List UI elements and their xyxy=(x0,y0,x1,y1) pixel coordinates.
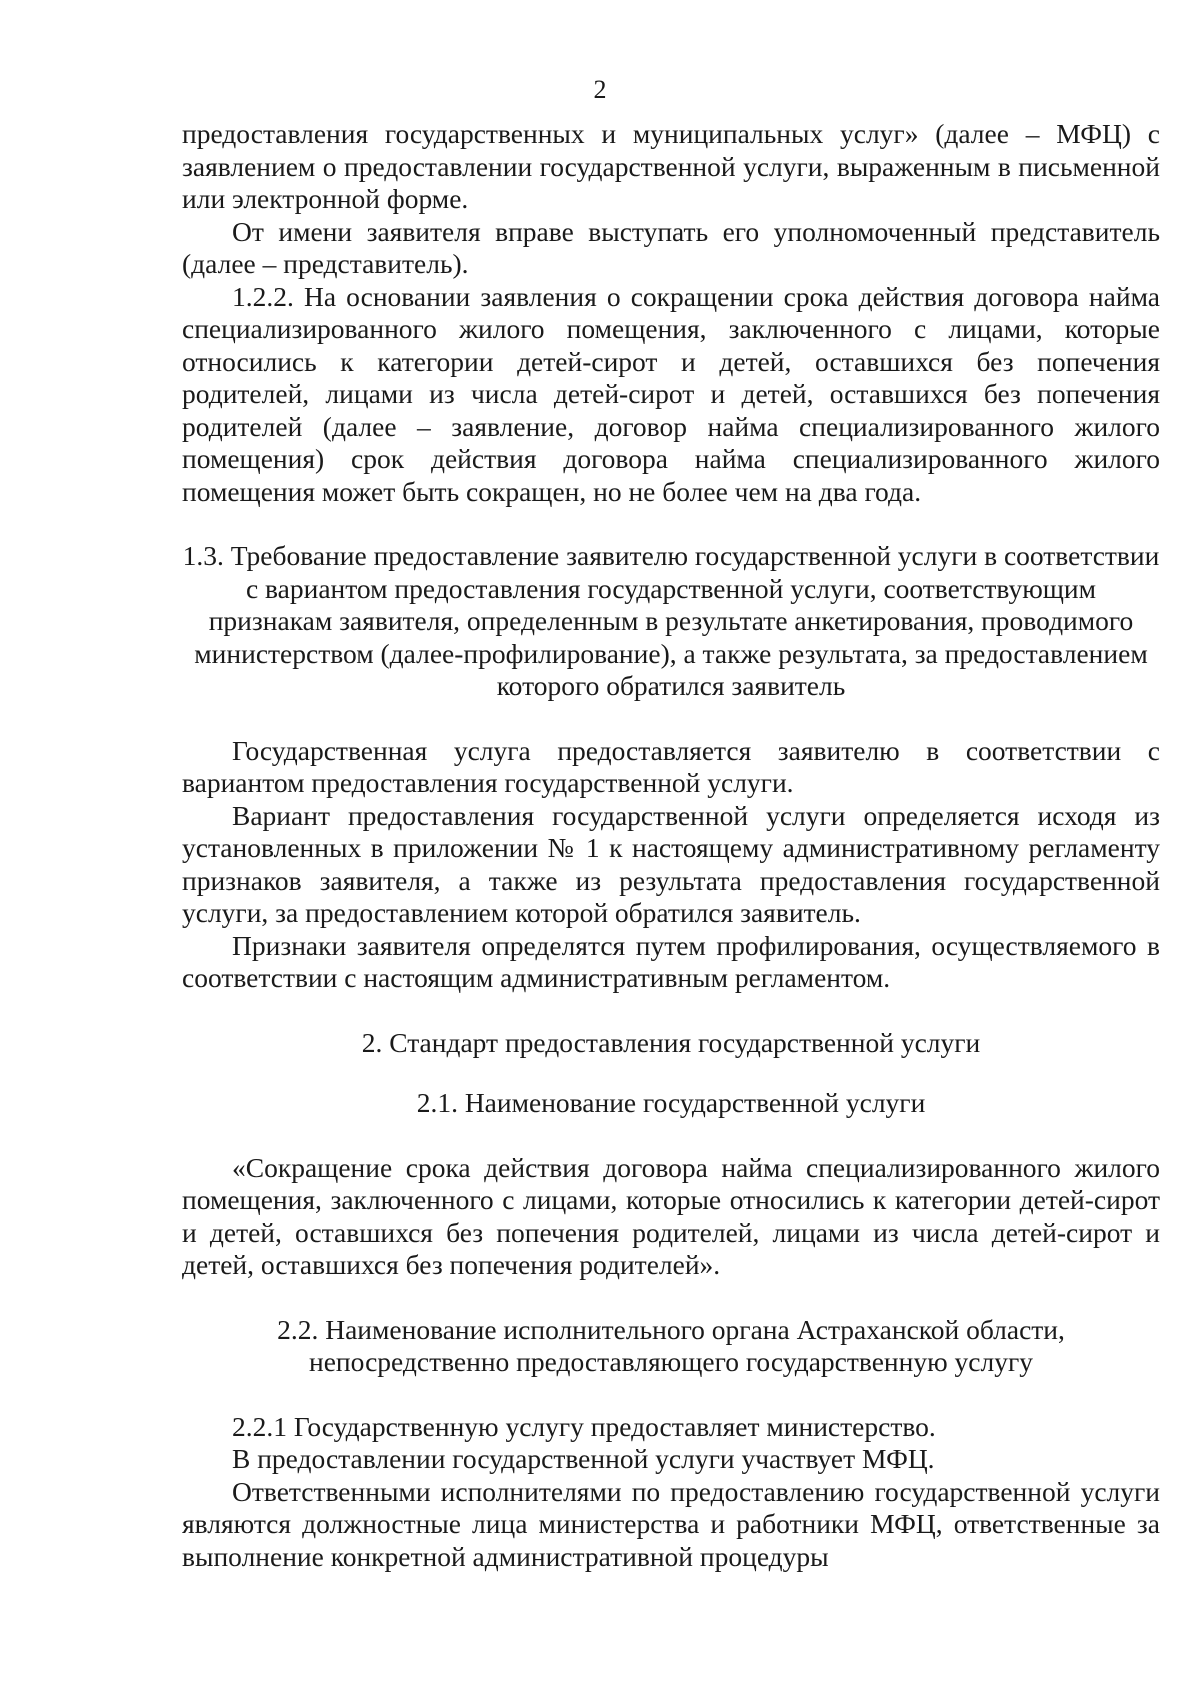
section-heading-2-1: 2.1. Наименование государственной услуги xyxy=(416,1087,926,1118)
paragraph-1-2-2: 1.2.2. На основании заявления о сокращении срока действия договора найма специализированного жилого помещения, заключенного с лицами, которые относились к категории детей-сирот и детей, оставшихся без попечения родителей, лицами из числа детей-сирот и детей, оставшихся без попечения родителей (далее – заявление, договор найма специализированного жилого помещения) срок действия договора найма специализированного жилого помещения может быть сокращен, но не более чем на два года. xyxy=(182,280,1160,507)
paragraph-2-2-1: 2.2.1 Государственную услугу предоставляет министерство. xyxy=(232,1410,936,1442)
document-body xyxy=(182,118,1160,1573)
paragraph-service-variant: Государственная услуга предоставляется заявителю в соответствии с вариантом предоставления государственной услуги. xyxy=(182,734,1160,798)
paragraph-service-name: «Сокращение срока действия договора найма специализированного жилого помещения, заключенного с лицами, которые относились к категории детей-сирот и детей, оставшихся без попечения родителей, лицами из числа детей-сирот и детей, оставшихся без попечения родителей». xyxy=(182,1151,1160,1280)
paragraph-continuation: предоставления государственных и муниципальных услуг» (далее – МФЦ) с заявлением о предоставлении государственной услуги, выраженным в письменной или электронной форме. xyxy=(182,118,1160,214)
section-heading-2-2: 2.2. Наименование исполнительного органа Астраханской области, непосредственно предоставляющего государственную услугу xyxy=(277,1313,1065,1377)
page-number: 2 xyxy=(593,75,607,104)
paragraph-representative: От имени заявителя вправе выступать его уполномоченный представитель (далее – представитель). xyxy=(182,215,1160,279)
paragraph-mfc-participation: В предоставлении государственной услуги участвует МФЦ. xyxy=(232,1443,935,1474)
section-heading-2: 2. Стандарт предоставления государственной услуги xyxy=(361,1026,981,1058)
section-heading-1-3: 1.3. Требование предоставление заявителю государственной услуги в соответствии с вариантом предоставления государственной услуги, соответствующим признакам заявителя, определенным в результате анкетирования, проводимого министерством (далее-профилирование), а также результата, за предоставлением которого обратился заявитель xyxy=(182,540,1160,701)
paragraph-applicant-signs: Признаки заявителя определятся путем профилирования, осуществляемого в соответствии с настоящим административным регламентом. xyxy=(182,929,1160,993)
paragraph-variant-definition: Вариант предоставления государственной услуги определяется исходя из установленных в приложении № 1 к настоящему административному регламенту признаков заявителя, а также из результата предоставления государственной услуги, за предоставлением которой обратился заявитель. xyxy=(182,799,1160,928)
paragraph-responsible-executors: Ответственными исполнителями по предоставлению государственной услуги являются должностные лица министерства и работники МФЦ, ответственные за выполнение конкретной административной процедуры xyxy=(182,1475,1160,1572)
